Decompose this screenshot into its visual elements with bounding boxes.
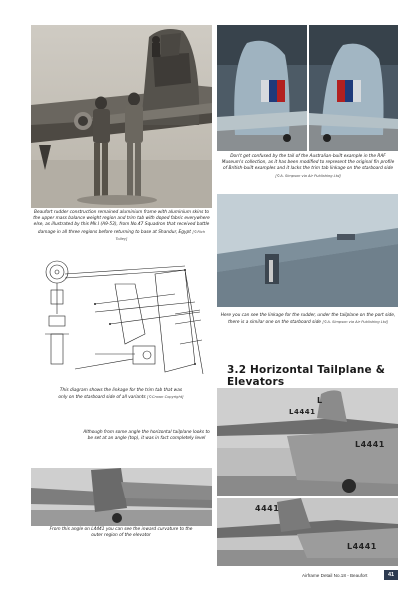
aircraft-code-lower-left: 4441 <box>255 504 280 513</box>
tail-starboard-image <box>309 25 398 151</box>
caption-curvature <box>48 527 194 539</box>
caption-linkage-credit: [©A. Simpson via Air Publishing Ltd] <box>322 320 388 325</box>
tailplane-bottom-image <box>217 498 398 566</box>
caption-diagram-text: This diagram shows the linkage for the trim tab that was only on the starboard side of all variants <box>58 388 183 401</box>
photo-tail-starboard <box>309 25 398 151</box>
caption-diagram <box>55 388 187 401</box>
caption-beaufort <box>33 210 210 243</box>
photo-beaufort-crew <box>31 25 212 208</box>
aircraft-code-small: L <box>317 396 323 405</box>
footer-title: Airframe Detail No.18 - Beaufort <box>302 573 368 578</box>
caption-tail-compare-text: Don't get confused by the tail of the Australian-built example in the RAF Museum's collection, as it has been modified to represent the original fin profile of British-built examples and it lacks the trim tab linkage on the starboard side <box>221 154 395 172</box>
caption-angle <box>80 430 213 442</box>
photo-tail-port <box>217 25 307 151</box>
rudder-linkage-image <box>217 194 398 307</box>
caption-diagram-credit: [©Crown Copyright] <box>147 395 184 400</box>
aircraft-code-upper: L4441 <box>289 408 316 416</box>
diagram-trim-tab-linkage <box>35 254 208 384</box>
aircraft-code-upper-fuselage: L4441 <box>355 440 385 449</box>
trim-tab-diagram <box>35 254 208 384</box>
page-number: 41 <box>384 570 398 580</box>
photo-rudder-linkage <box>217 194 398 307</box>
caption-beaufort-credit: [©Rich Tolley] <box>115 229 206 241</box>
caption-linkage <box>220 313 396 326</box>
caption-tail-compare <box>220 154 396 180</box>
photo-tailplane-top <box>217 388 398 496</box>
beaufort-crew-image <box>31 25 212 208</box>
photo-tailplane-bottom <box>217 498 398 566</box>
caption-angle-text: Although from some angle the horizontal tailplane looks to be set at an angle (top), it was in fact completely level <box>83 430 210 442</box>
elevator-curvature-image <box>31 468 212 526</box>
caption-tail-compare-credit: [©A. Simpson via Air Publishing Ltd] <box>275 173 341 178</box>
photo-elevator-curvature <box>31 468 212 526</box>
caption-linkage-text: Here you can see the linkage for the rudder, under the tailplane on the port side, there is a similar one on the starboard side <box>220 313 396 326</box>
caption-beaufort-text: Beaufort rudder construction remained aluminium frame with aluminium skins to the upper mass balance weight region and trim tab with doped fabric everywhere else, as illustrated by this Mk.I (A9-53), from No.47 Squadron that received battle damage in all three regions before returning to base at Shandur, Egypt <box>33 210 210 235</box>
aircraft-code-lower-right: L4441 <box>347 542 377 551</box>
tail-port-image <box>217 25 307 151</box>
caption-curvature-text: From this angle on L4441 you can see the inward curvature to the outer region of the elevator <box>49 527 193 539</box>
section-heading: 3.2 Horizontal Tailplane & Elevators <box>227 364 386 388</box>
